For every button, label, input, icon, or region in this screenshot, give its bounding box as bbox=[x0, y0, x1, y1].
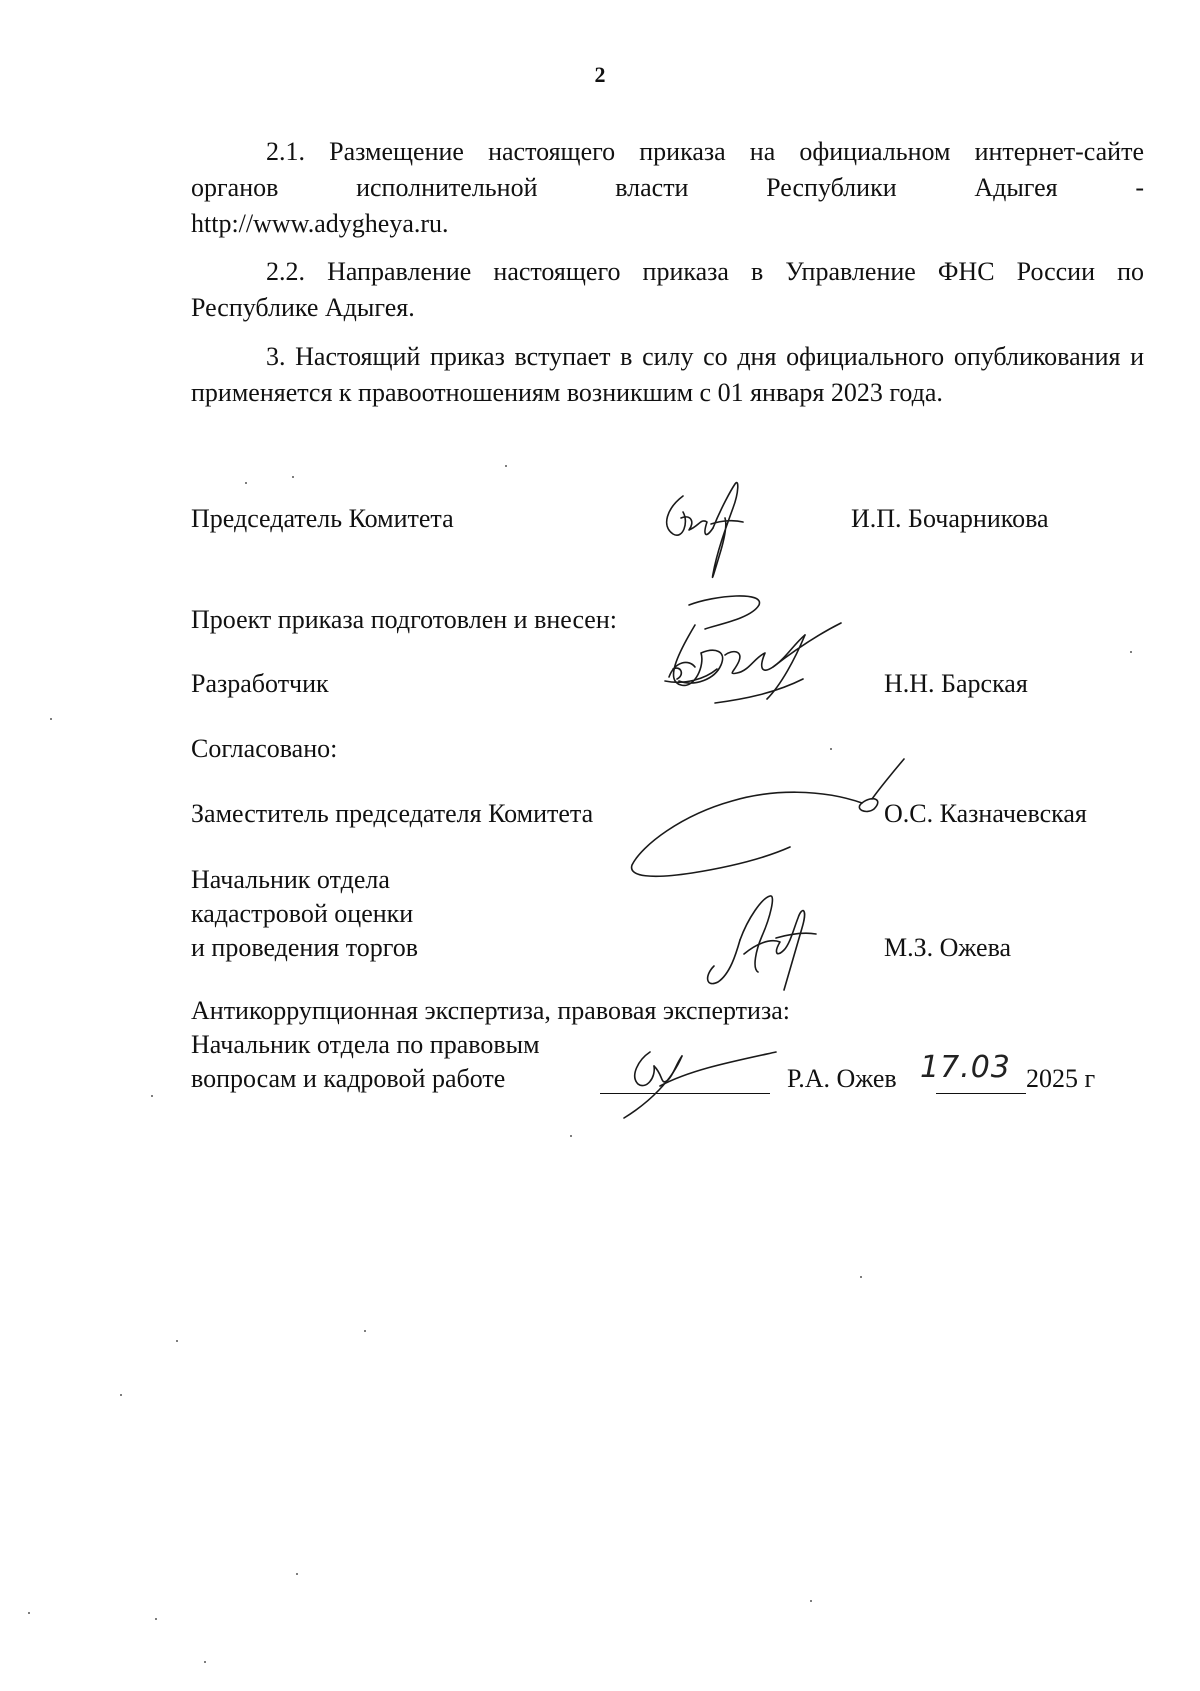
scan-speck bbox=[1130, 651, 1132, 653]
developer-signature bbox=[655, 595, 855, 725]
chairman-title: Председатель Комитета bbox=[191, 504, 454, 533]
scan-speck bbox=[830, 748, 832, 750]
scan-speck bbox=[151, 1095, 153, 1097]
expertise-label: Антикоррупционная экспертиза, правовая экспертиза: bbox=[191, 996, 790, 1025]
cadastral-title-line-1: Начальник отдела bbox=[191, 865, 390, 894]
cadastral-name: М.З. Ожева bbox=[884, 933, 1012, 962]
paragraph-2-1-line-2: органов исполнительной власти Республики Адыгея - bbox=[191, 173, 1144, 202]
paragraph-3: 3. Настоящий приказ вступает в силу со дня официального опубликования и применяется к правоотношениям возникшим с 01 января 2023 года. bbox=[191, 342, 1144, 407]
deputy-name: О.С. Казначевская bbox=[884, 799, 1087, 828]
scan-speck bbox=[296, 1573, 298, 1575]
scan-speck bbox=[204, 1661, 206, 1663]
scan-speck bbox=[120, 1394, 122, 1396]
legal-signature bbox=[610, 1040, 780, 1125]
date-line bbox=[936, 1093, 1026, 1094]
scan-speck bbox=[364, 1330, 366, 1332]
scan-speck bbox=[810, 1600, 812, 1602]
scan-speck bbox=[50, 718, 52, 720]
scan-speck bbox=[570, 1135, 572, 1137]
handwritten-date: 17.03 bbox=[920, 1050, 1011, 1085]
scan-speck bbox=[28, 1612, 30, 1614]
scan-speck bbox=[155, 1618, 157, 1620]
deputy-signature bbox=[622, 755, 907, 890]
scan-speck bbox=[860, 1276, 862, 1278]
cadastral-signature bbox=[700, 888, 830, 1003]
cadastral-title-line-3: и проведения торгов bbox=[191, 933, 419, 962]
developer-name: Н.Н. Барская bbox=[884, 669, 1028, 698]
legal-name: Р.А. Ожев bbox=[787, 1064, 897, 1093]
cadastral-title-line-2: кадастровой оценки bbox=[191, 899, 414, 928]
chairman-name: И.П. Бочарникова bbox=[851, 504, 1049, 533]
paragraph-2-2: 2.2. Направление настоящего приказа в Управление ФНС России по Республике Адыгея. bbox=[191, 257, 1144, 322]
legal-title-line-1: Начальник отдела по правовым bbox=[191, 1030, 540, 1059]
page-number: 2 bbox=[594, 62, 606, 87]
scan-speck bbox=[292, 476, 294, 478]
date-year: 2025 г bbox=[1026, 1064, 1096, 1093]
scan-speck bbox=[505, 465, 507, 467]
paragraph-2-1 bbox=[191, 134, 1144, 242]
developer-title: Разработчик bbox=[191, 669, 329, 698]
scan-speck bbox=[176, 1340, 178, 1342]
chairman-signature bbox=[655, 478, 765, 593]
legal-title-line-2: вопросам и кадровой работе bbox=[191, 1064, 506, 1093]
deputy-title: Заместитель председателя Комитета bbox=[191, 799, 594, 828]
agreed-label: Согласовано: bbox=[191, 734, 338, 763]
prepared-label: Проект приказа подготовлен и внесен: bbox=[191, 605, 617, 634]
paragraph-2-1-line-1: 2.1. Размещение настоящего приказа на официальном интернет-сайте bbox=[266, 137, 1144, 166]
scan-speck bbox=[245, 482, 247, 484]
paragraph-2-1-line-3: http://www.adygheya.ru. bbox=[191, 209, 449, 238]
